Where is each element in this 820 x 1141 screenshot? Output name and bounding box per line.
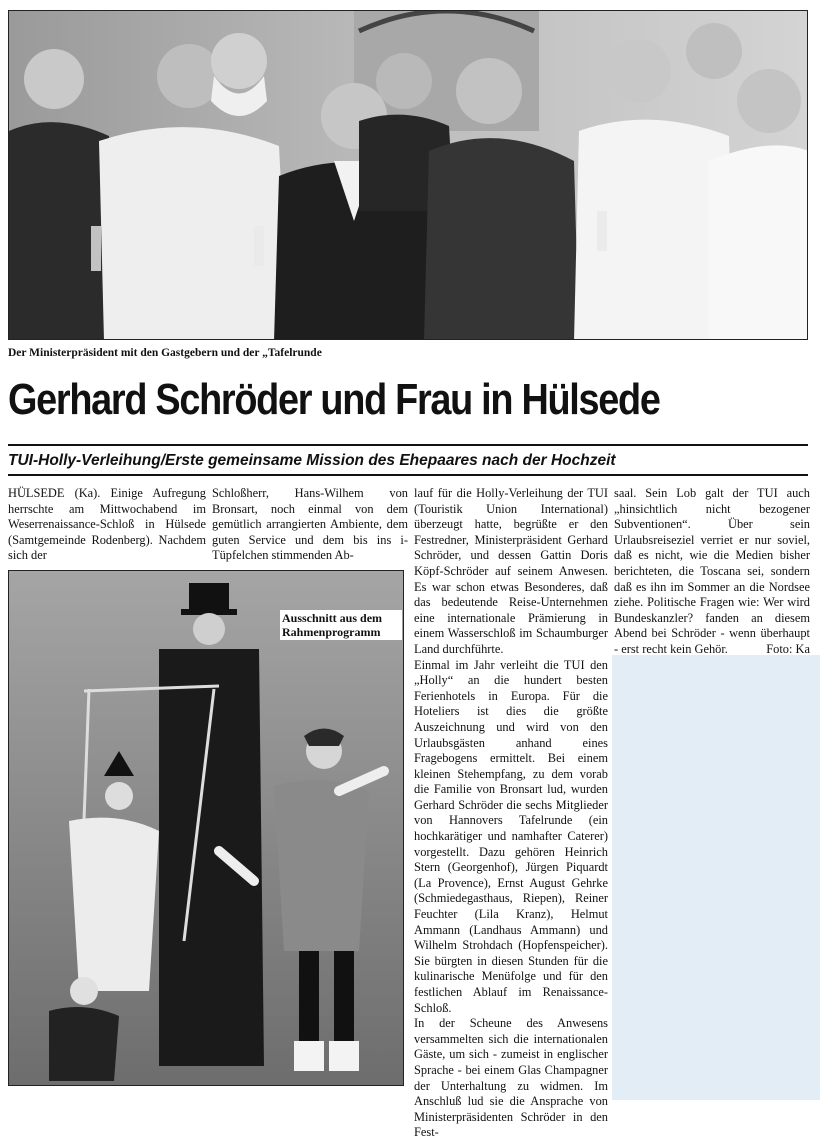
- program-photo-caption: Ausschnitt aus dem Rahmenprogramm: [280, 610, 402, 640]
- program-photo-illustration: [9, 571, 404, 1086]
- photo-credit: Foto: Ka: [766, 641, 810, 656]
- column-2-text: Schloßherr, Hans-Wilhem von Bronsart, noch einmal von dem gemütlich arrangierten Ambiente, dem guten Service und dem bis ins i-Tüpfelchen stimmenden Ab-: [212, 486, 408, 563]
- blank-background-area: [612, 655, 820, 1100]
- subheadline: TUI-Holly-Verleihung/Erste gemeinsame Mission des Ehepaares nach der Hochzeit: [8, 452, 616, 469]
- article-column-3: [414, 486, 608, 1141]
- column-3-paragraph-2: Einmal im Jahr verleiht die TUI den „Holly“ an die hundert besten Ferienhotels in Europa. Für die Hoteliers ist dies die größte Auszeichnung und wird von den Urlaubsgästen anhand eines Fragebogens ermittelt. Bei einem kleinen Stehempfang, zu dem vorab die Familie von Bronsart lud, wurden Gerhard Schröder die sechs Mitglieder von Hannovers Tafelrunde (ein hochkarätiger und namhafter Caterer) vorgestellt. Dazu gehören Heinrich Stern (Georgenhof), Jürgen Piquardt (La Provence), Ernst August Gehrke (Schmiedegasthaus, Riepen), Reiner Feuchter (Lila Kranz), Helmut Ammann (Landhaus Ammann) und Wilhelm Strohdach (Hopfenspeicher). Sie bürgten in diesen Stunden für die kulinarische Menüfolge und für den festlichen Ablauf im Renaissance-Schloß.: [414, 657, 608, 1015]
- group-photo-illustration: [9, 11, 808, 340]
- article-column-1: [8, 486, 206, 564]
- headline: Gerhard Schröder und Frau in Hülsede: [8, 375, 660, 424]
- column-3-paragraph-1: lauf für die Holly-Verleihung der TUI (Touristik Union International) überzeugt hatte, begrüßte er den Festredner, Ministerpräsident Gerhard Schröder, und dessen Gattin Doris Köpf-Schröder auf seinem Anwesen. Es war schon etwas Besonderes, daß das bedeutende Reise-Unternehmen eine internationale Prämierung in einem Wasserschloß im Schaumburger Land durchführte.: [414, 486, 608, 656]
- column-4-body: saal. Sein Lob galt der TUI auch „hinsichtlich nicht bezogener Subventionen“. Über sein Urlaubsreiseziel verriet er nur soviel, daß es nicht, wie die Medien bisher berichteten, die Toscana sei, sondern daß es ihn im Sommer an die Nordsee ziehe. Politische Fragen wie: Wer wird Bundeskanzler? fanden an diesem Abend bei Schröder - wenn überhaupt - erst recht kein Gehör.: [614, 486, 810, 656]
- article-column-2: [212, 486, 408, 564]
- headline-rule-top: [8, 444, 808, 446]
- headline-rule-bottom: [8, 474, 808, 476]
- article-column-4: [614, 486, 810, 658]
- program-photo: [8, 570, 404, 1086]
- group-photo: [8, 10, 808, 340]
- column-1-text: HÜLSEDE (Ka). Einige Aufregung herrschte am Mittwochabend im Weserrenaissance-Schloß in Hülsede (Samtgemeinde Rodenberg). Nachdem sich der: [8, 486, 206, 563]
- column-4-text: [614, 486, 810, 658]
- photo-caption: Der Ministerpräsident mit den Gastgebern und der „Tafelrunde: [8, 347, 322, 359]
- column-3-paragraph-3: In der Scheune des Anwesens versammelten sich die internationalen Gäste, um sich - zumeist in englischer Sprache - bei einem Glas Champagner der Unterhaltung zu widmen. Im Anschluß lud sie die Ansprache von Ministerpräsidenten Schröder in den Fest-: [414, 1016, 608, 1140]
